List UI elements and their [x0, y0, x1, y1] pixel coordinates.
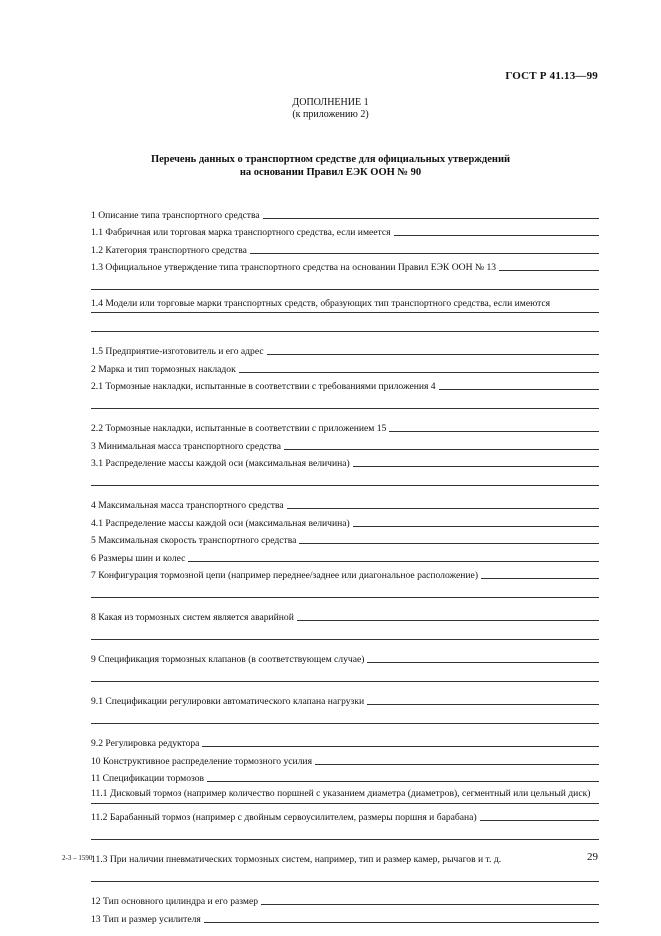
form-item-1-5 — [91, 340, 599, 358]
answer-line[interactable] — [267, 354, 599, 355]
form-item-11-1 — [91, 788, 599, 800]
answer-line[interactable] — [389, 431, 599, 432]
form-item-12 — [91, 890, 599, 908]
item-label: 1 Описание типа транспортного средства — [91, 209, 260, 221]
answer-line-extra[interactable] — [91, 865, 599, 882]
form-item-4-1 — [91, 511, 599, 529]
answer-line[interactable] — [202, 746, 599, 747]
answer-line-extra[interactable] — [91, 823, 599, 840]
item-label: 2.1 Тормозные накладки, испытанные в соответствии с требованиями приложения 4 — [91, 381, 436, 392]
answer-line-extra[interactable] — [91, 665, 599, 682]
form-item-9-1 — [91, 690, 599, 708]
answer-line[interactable] — [299, 543, 599, 544]
form-item-1-4 — [91, 298, 599, 310]
answer-line[interactable] — [439, 389, 599, 390]
item-label: 3 Минимальная масса транспортного средства — [91, 440, 281, 452]
form-item-11-2 — [91, 806, 599, 824]
item-label: 13 Тип и размер усилителя — [91, 913, 201, 925]
form-item-10 — [91, 749, 599, 767]
answer-line[interactable] — [480, 820, 599, 821]
item-label: 6 Размеры шин и колес — [91, 552, 186, 564]
form-item-9 — [91, 648, 599, 666]
answer-line[interactable] — [261, 904, 599, 905]
form-item-1-3 — [91, 256, 599, 274]
answer-line[interactable] — [481, 578, 599, 579]
answer-line-extra[interactable] — [91, 273, 599, 290]
form-item-3-1 — [91, 452, 599, 470]
form-item-11 — [91, 767, 599, 785]
item-label: 11 Спецификации тормозов — [91, 773, 205, 784]
item-label: 4.1 Распределение массы каждой оси (максимальная величина) — [91, 517, 350, 529]
answer-line[interactable] — [367, 662, 599, 663]
item-label: 1.2 Категория транспортного средства — [91, 244, 247, 256]
answer-line[interactable] — [287, 508, 599, 509]
supplement-subtitle: (к приложению 2) — [292, 109, 369, 120]
item-label: 5 Максимальная скорость транспортного средства — [91, 535, 297, 546]
item-label: 1.4 Модели или торговые марки транспортных средств, образующих тип транспортного средства, если имеются — [91, 297, 551, 309]
document-title — [0, 153, 661, 179]
item-label: 1.1 Фабричная или торговая марка транспортного средства, если имеется — [91, 227, 391, 238]
item-label: 11.2 Барабанный тормоз (например с двойным сервоусилителем, размеры поршня и барабана) — [91, 812, 477, 823]
item-label: 4 Максимальная масса транспортного средства — [91, 500, 284, 511]
answer-line[interactable] — [91, 800, 599, 804]
item-label: 9 Спецификация тормозных клапанов (в соответствующем случае) — [91, 654, 365, 665]
answer-line-extra[interactable] — [91, 469, 599, 486]
standard-code: ГОСТ Р 41.13—99 — [505, 70, 598, 82]
form-item-13 — [91, 907, 599, 925]
item-label: 9.1 Спецификации регулировки автоматического клапана нагрузки — [91, 696, 365, 707]
answer-line[interactable] — [188, 561, 599, 562]
form-item-2 — [91, 357, 599, 375]
form-item-9-2 — [91, 732, 599, 750]
form-item-2-1 — [91, 375, 599, 393]
answer-line[interactable] — [204, 922, 599, 923]
answer-line[interactable] — [207, 781, 599, 782]
form-item-1-1 — [91, 221, 599, 239]
answer-line-extra[interactable] — [91, 707, 599, 724]
supplement-title: ДОПОЛНЕНИЕ 1 — [292, 97, 369, 108]
form-item-8 — [91, 606, 599, 624]
form-item-2-2 — [91, 417, 599, 435]
item-label: 8 Какая из тормозных систем является аварийной — [91, 612, 294, 623]
print-code: 2-3 – 1590 — [62, 854, 93, 862]
form-item-6 — [91, 546, 599, 564]
form-item-5 — [91, 529, 599, 547]
form-items — [91, 203, 599, 925]
answer-line[interactable] — [315, 764, 599, 765]
answer-line[interactable] — [263, 218, 599, 219]
answer-line[interactable] — [91, 309, 599, 313]
form-item-7 — [91, 564, 599, 582]
answer-line[interactable] — [353, 466, 599, 467]
form-item-1 — [91, 203, 599, 221]
answer-line[interactable] — [394, 235, 599, 236]
form-item-4 — [91, 494, 599, 512]
item-label: 3.1 Распределение массы каждой оси (максимальная величина) — [91, 458, 350, 469]
supplement-heading — [0, 97, 661, 121]
answer-line[interactable] — [367, 704, 599, 705]
item-label: 11.1 Дисковый тормоз (например количество поршней с указанием диаметра (диаметров), сегментный или цельный диск) — [91, 788, 591, 799]
item-label: 12 Тип основного цилиндра и его размер — [91, 896, 259, 907]
answer-line[interactable] — [499, 270, 599, 271]
item-label: 11.3 При наличии пневматических тормозных систем, например, тип и размер камер, рычагов и т. д. — [91, 854, 502, 865]
answer-line[interactable] — [297, 620, 599, 621]
document-title-line-1: Перечень данных о транспортном средстве для официальных утверждений — [150, 154, 511, 165]
answer-line-extra[interactable] — [91, 315, 599, 332]
form-item-1-2 — [91, 238, 599, 256]
answer-line[interactable] — [284, 449, 599, 450]
item-label: 2 Марка и тип тормозных накладок — [91, 363, 236, 375]
page-number: 29 — [587, 851, 598, 863]
answer-line[interactable] — [239, 372, 599, 373]
item-label: 10 Конструктивное распределение тормозного усилия — [91, 755, 312, 767]
answer-line[interactable] — [250, 253, 599, 254]
form-item-3 — [91, 434, 599, 452]
answer-line-extra[interactable] — [91, 623, 599, 640]
document-title-line-2: на основании Правил ЕЭК ООН № 90 — [239, 167, 422, 178]
item-label: 7 Конфигурация тормозной цепи (например переднее/заднее или диагональное расположение) — [91, 570, 479, 581]
answer-line-extra[interactable] — [91, 581, 599, 598]
answer-line[interactable] — [353, 526, 599, 527]
form-item-11-3 — [91, 848, 599, 866]
item-label: 2.2 Тормозные накладки, испытанные в соответствии с приложением 15 — [91, 423, 387, 434]
answer-line-extra[interactable] — [91, 392, 599, 409]
item-label: 1.5 Предприятие-изготовитель и его адрес — [91, 346, 264, 357]
item-label: 9.2 Регулировка редуктора — [91, 738, 200, 749]
item-label: 1.3 Официальное утверждение типа транспортного средства на основании Правил ЕЭК ООН № 13 — [91, 262, 497, 273]
